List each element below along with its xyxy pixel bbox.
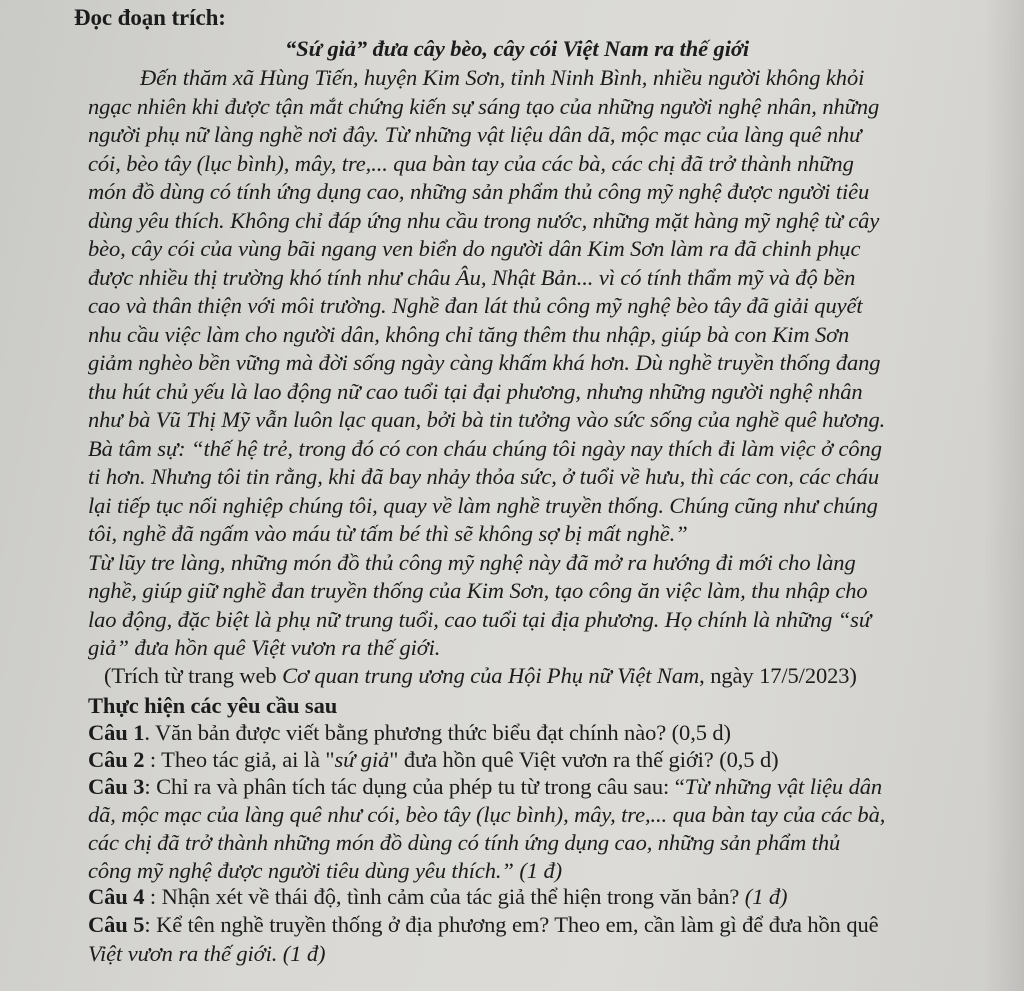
- question-5-line-2: Việt vươn ra thế giới. (1 đ): [88, 941, 326, 966]
- passage-line: nghề, giúp giữ nghề đan truyền thống của Kim Sơn, tạo công ăn việc làm, thu nhập cho: [88, 578, 868, 603]
- passage-line: như bà Vũ Thị Mỹ vẫn luôn lạc quan, bởi bà tin tưởng vào sức sống của nghề quê hương.: [88, 407, 886, 432]
- passage-line: giảm nghèo bền vững mà đời sống ngày càng khấm khá hơn. Dù nghề truyền thống đang: [88, 350, 881, 375]
- source-prefix: (Trích từ trang web: [104, 663, 283, 688]
- source-suffix: , ngày 17/5/2023): [699, 663, 857, 688]
- question-3-quote-line: các chị đã trở thành những món đồ dùng có tính ứng dụng cao, những sản phẩm thủ: [88, 830, 841, 855]
- tasks-heading: Thực hiện các yêu cầu sau: [88, 693, 338, 718]
- heading: Đọc đoạn trích:: [74, 5, 226, 30]
- passage-line: thu hút chủ yếu là lao động nữ cao tuổi tại đại phương, nhưng những người nghệ nhân: [88, 379, 863, 404]
- passage-line: lao động, đặc biệt là phụ nữ trung tuổi, cao tuổi tại địa phương. Họ chính là những “sứ: [88, 607, 872, 632]
- question-1-label: Câu 1: [88, 720, 145, 745]
- passage-line: tôi, nghề đã ngấm vào máu từ tấm bé thì sẽ không sợ bị mất nghề.”: [88, 521, 688, 546]
- question-4-text: : Nhận xét về thái độ, tình cảm của tác giả thể hiện trong văn bản?: [144, 884, 745, 909]
- question-3-quote-line: công mỹ nghệ được người tiêu dùng yêu thích.” (1 đ): [88, 858, 562, 883]
- passage-line: lại tiếp tục nối nghiệp chúng tôi, quay về làm nghề truyền thống. Chúng cũng như chúng: [88, 493, 878, 518]
- question-4-score: (1 đ): [744, 884, 788, 909]
- question-1: [88, 722, 731, 745]
- passage-line: Từ lũy tre làng, những món đồ thủ công mỹ nghệ này đã mở ra hướng đi mới cho làng: [88, 550, 856, 575]
- article-title: “Sứ giả” đưa cây bèo, cây cói Việt Nam ra thế giới: [285, 36, 749, 61]
- passage-line: bèo, cây cói của vùng bãi ngang ven biển do người dân Kim Sơn làm ra đã chinh phục: [88, 236, 861, 261]
- passage-line: Đến thăm xã Hùng Tiến, huyện Kim Sơn, tỉnh Ninh Bình, nhiều người không khỏi: [140, 65, 865, 90]
- question-1-text: . Văn bản được viết bằng phương thức biểu đạt chính nào? (0,5 d): [144, 720, 731, 745]
- source-citation: [104, 665, 857, 688]
- passage-line: món đồ dùng có tính ứng dụng cao, những sản phẩm thủ công mỹ nghệ được người tiêu: [88, 179, 870, 204]
- passage-line: ti hơn. Nhưng tôi tin rằng, khi đã bay nhảy thỏa sức, ở tuổi về hưu, thì các con, các cháu: [88, 464, 880, 489]
- question-3-label: Câu 3: [88, 774, 145, 799]
- question-2-pre: : Theo tác giả, ai là ": [144, 747, 335, 772]
- passage-line: cao và thân thiện với môi trường. Nghề đan lát thủ công mỹ nghệ bèo tây đã giải quyết: [88, 293, 863, 318]
- question-4-label: Câu 4: [88, 884, 145, 909]
- question-3: [88, 776, 882, 799]
- question-5-text: : Kể tên nghề truyền thống ở địa phương em? Theo em, cần làm gì để đưa hồn quê: [144, 912, 879, 937]
- passage-line: người phụ nữ làng nghề nơi đây. Từ những vật liệu dân dã, mộc mạc của làng quê như: [88, 122, 862, 147]
- passage-line: nhu cầu việc làm cho người dân, không chỉ tăng thêm thu nhập, giúp bà con Kim Sơn: [88, 322, 850, 347]
- source-site: Cơ quan trung ương của Hội Phụ nữ Việt Nam: [282, 663, 700, 688]
- question-5-label: Câu 5: [88, 912, 145, 937]
- passage-line: cói, bèo tây (lục bình), mây, tre,... qua bàn tay của các bà, các chị đã trở thành những: [88, 151, 854, 176]
- question-5: [88, 914, 879, 937]
- passage-line: giả” đưa hồn quê Việt vươn ra thế giới.: [88, 635, 441, 660]
- question-2-emphasis: sứ giả: [334, 747, 390, 772]
- question-3-quote-line: dã, mộc mạc của làng quê như cói, bèo tây (lục bình), mây, tre,... qua bàn tay của các bà,: [88, 802, 886, 827]
- page-edge-shadow: [984, 0, 1024, 991]
- passage-line: Bà tâm sự: “thế hệ trẻ, trong đó có con cháu chúng tôi ngày nay thích đi làm việc ở công: [88, 436, 882, 461]
- passage-line: dùng yêu thích. Không chỉ đáp ứng nhu cầu trong nước, những mặt hàng mỹ nghệ từ cây: [88, 208, 880, 233]
- question-2-post: " đưa hồn quê Việt vươn ra thế giới? (0,5 d): [389, 747, 779, 772]
- passage-line: ngạc nhiên khi được tận mắt chứng kiến sự sáng tạo của những người nghệ nhân, những: [88, 94, 880, 119]
- question-4: [88, 886, 787, 909]
- question-2: [88, 749, 779, 772]
- question-3-pre: : Chỉ ra và phân tích tác dụng của phép tu từ trong câu sau: “: [144, 774, 685, 799]
- question-3-quote: Từ những vật liệu dân: [684, 774, 883, 799]
- passage-line: được nhiều thị trường khó tính như châu Âu, Nhật Bản... vì có tính thẩm mỹ và độ bền: [88, 265, 856, 290]
- question-2-label: Câu 2: [88, 747, 145, 772]
